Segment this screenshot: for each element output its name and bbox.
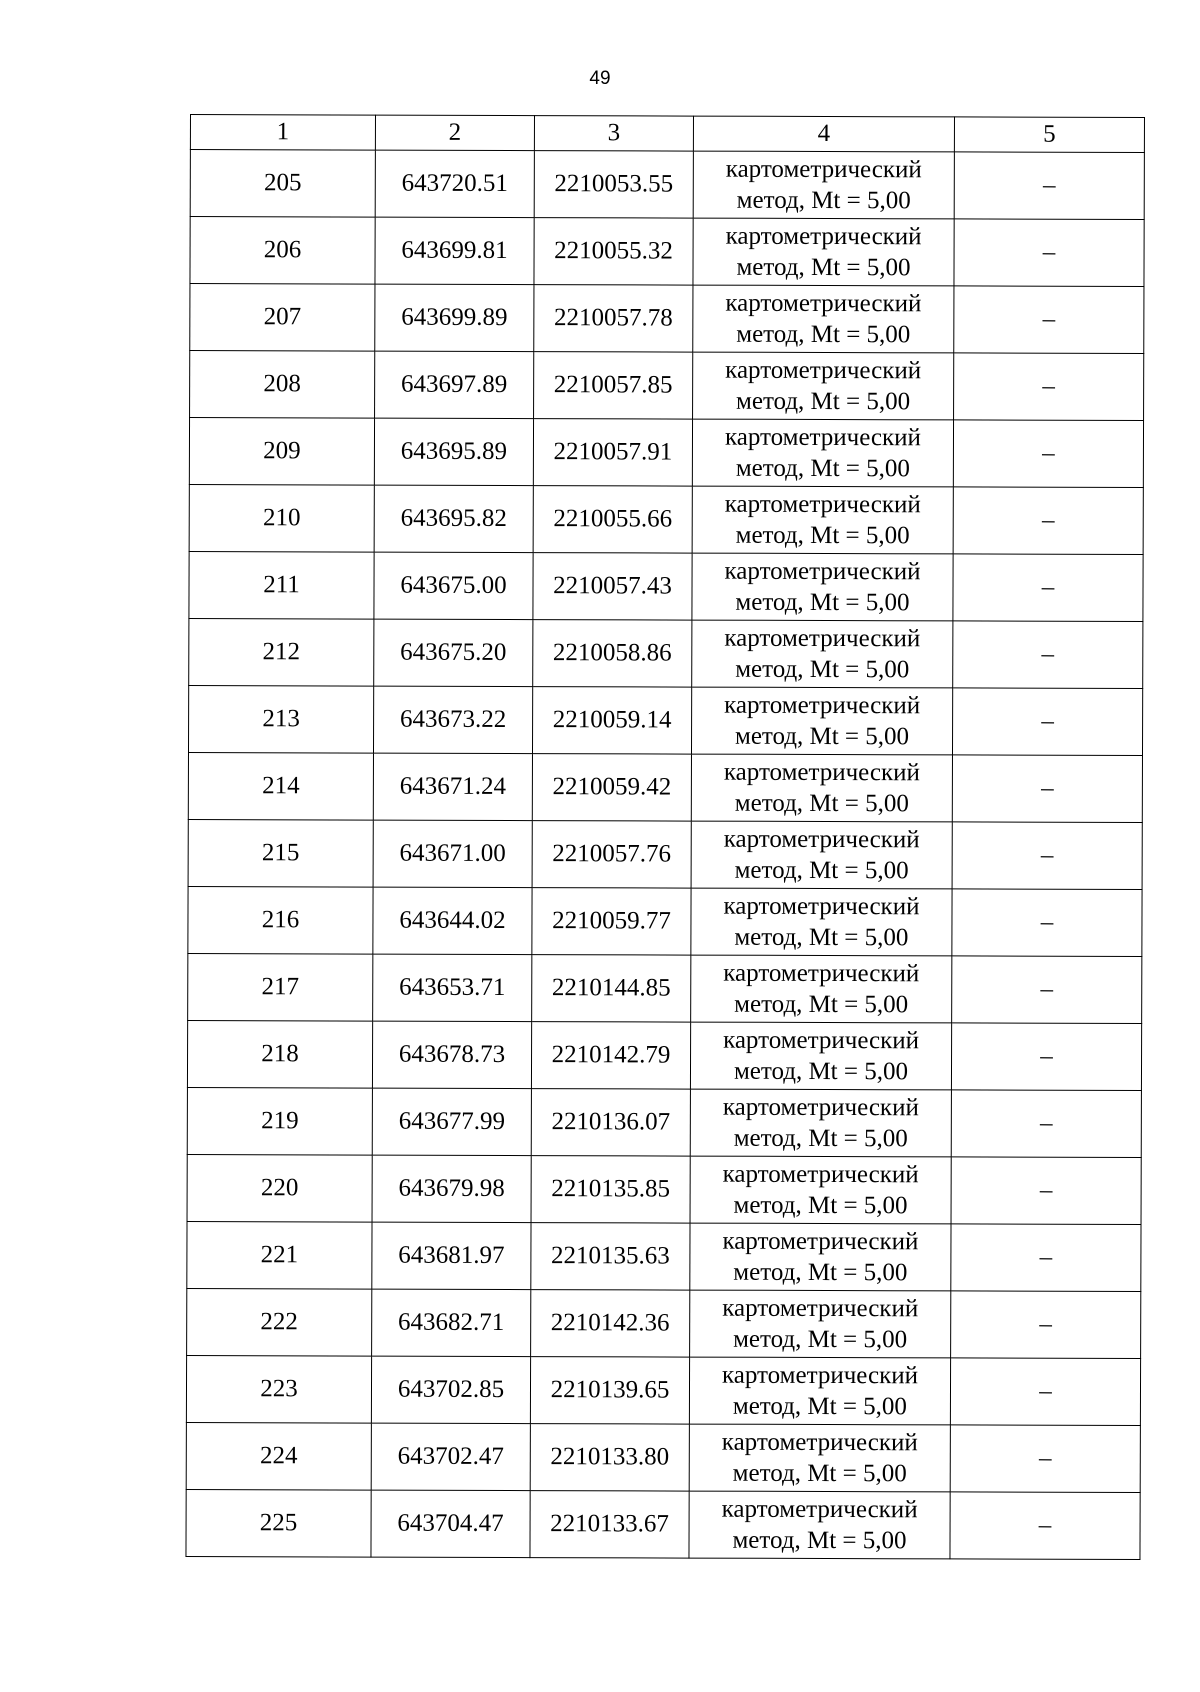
y-coordinate-cell: 2210057.78 — [534, 285, 693, 352]
coordinates-table — [185, 114, 1145, 1560]
point-number-cell: 207 — [190, 284, 375, 352]
method-line-1: картометрический — [725, 289, 922, 318]
y-coordinate-cell: 2210135.85 — [531, 1156, 690, 1223]
x-coordinate-cell: 643702.85 — [371, 1356, 530, 1423]
table-row — [187, 1154, 1141, 1224]
method-line-1: картометрический — [725, 222, 922, 251]
method-cell — [693, 218, 954, 286]
header-cell: 1 — [190, 115, 375, 151]
method-line-1: картометрический — [721, 1361, 919, 1390]
method-line-1: картометрический — [723, 825, 920, 854]
point-number-cell: 206 — [190, 217, 375, 285]
y-coordinate-cell: 2210055.66 — [533, 486, 692, 553]
method-line-1: картометрический — [724, 557, 921, 586]
table-row — [190, 284, 1144, 354]
method-line-2: метод, Mt = 5,00 — [736, 253, 911, 282]
table-row — [190, 351, 1144, 421]
header-cell: 5 — [954, 117, 1144, 153]
method-line-1: картометрический — [723, 959, 920, 988]
note-cell: – — [953, 420, 1143, 488]
method-cell — [690, 1089, 951, 1157]
y-coordinate-cell: 2210059.42 — [532, 754, 691, 821]
table-row — [190, 217, 1144, 287]
note-cell: – — [953, 621, 1143, 689]
header-cell: 2 — [375, 115, 534, 150]
point-number-cell: 222 — [187, 1288, 372, 1356]
method-cell — [689, 1357, 950, 1425]
note-cell: – — [952, 822, 1142, 890]
note-cell: – — [951, 1224, 1141, 1292]
point-number-cell: 208 — [190, 351, 375, 419]
method-line-2: метод, Mt = 5,00 — [734, 856, 909, 885]
method-line-2: метод, Mt = 5,00 — [736, 387, 911, 416]
method-line-1: картометрический — [722, 1093, 919, 1122]
point-number-cell: 223 — [186, 1355, 371, 1423]
method-line-2: метод, Mt = 5,00 — [736, 320, 911, 349]
point-number-cell: 209 — [189, 418, 374, 486]
x-coordinate-cell: 643681.97 — [372, 1222, 531, 1289]
method-cell — [692, 419, 953, 487]
method-line-1: картометрический — [721, 1495, 918, 1524]
method-line-2: метод, Mt = 5,00 — [735, 655, 910, 684]
method-line-1: картометрический — [724, 490, 921, 519]
method-line-2: метод, Mt = 5,00 — [734, 990, 909, 1019]
method-line-2: метод, Mt = 5,00 — [734, 722, 910, 751]
point-number-cell: 225 — [186, 1489, 371, 1557]
method-cell — [690, 1156, 951, 1224]
method-cell — [690, 1290, 951, 1358]
x-coordinate-cell: 643671.00 — [373, 820, 532, 887]
method-line-1: картометрический — [723, 1026, 920, 1055]
y-coordinate-cell: 2210055.32 — [534, 218, 693, 285]
method-line-2: метод, Mt = 5,00 — [735, 454, 910, 483]
table-row — [187, 1288, 1141, 1358]
point-number-cell: 219 — [187, 1087, 372, 1155]
table-row — [190, 150, 1144, 220]
method-line-1: картометрический — [721, 1428, 918, 1457]
x-coordinate-cell: 643644.02 — [373, 887, 532, 954]
point-number-cell: 205 — [190, 150, 375, 218]
point-number-cell: 215 — [188, 819, 373, 887]
note-cell: – — [952, 755, 1142, 823]
table-row — [188, 685, 1142, 755]
coordinates-table-wrapper — [185, 114, 1144, 1560]
y-coordinate-cell: 2210136.07 — [531, 1089, 690, 1156]
method-line-2: метод, Mt = 5,00 — [735, 521, 910, 550]
note-cell: – — [954, 353, 1144, 421]
note-cell: – — [951, 1090, 1141, 1158]
method-line-2: метод, Mt = 5,00 — [734, 923, 909, 952]
method-line-2: метод, Mt = 5,00 — [733, 1057, 909, 1086]
y-coordinate-cell: 2210133.80 — [530, 1424, 689, 1491]
y-coordinate-cell: 2210059.14 — [532, 687, 691, 754]
method-line-1: картометрический — [724, 691, 921, 720]
note-cell: – — [954, 219, 1144, 287]
point-number-cell: 216 — [188, 886, 373, 954]
method-cell — [691, 754, 952, 822]
note-cell: – — [950, 1425, 1140, 1493]
method-line-2: метод, Mt = 5,00 — [732, 1459, 907, 1488]
table-row — [188, 819, 1142, 889]
y-coordinate-cell: 2210142.79 — [531, 1022, 690, 1089]
method-line-2: метод, Mt = 5,00 — [732, 1392, 908, 1421]
y-coordinate-cell: 2210057.85 — [534, 352, 693, 419]
y-coordinate-cell: 2210059.77 — [532, 888, 691, 955]
header-cell: 4 — [693, 116, 954, 152]
method-cell — [689, 1491, 950, 1559]
x-coordinate-cell: 643677.99 — [372, 1088, 531, 1155]
y-coordinate-cell: 2210142.36 — [531, 1290, 690, 1357]
point-number-cell: 212 — [189, 618, 374, 686]
x-coordinate-cell: 643697.89 — [375, 351, 534, 418]
note-cell: – — [952, 889, 1142, 957]
method-line-2: метод, Mt = 5,00 — [733, 1191, 908, 1220]
table-row — [187, 1020, 1141, 1090]
point-number-cell: 213 — [188, 685, 373, 753]
method-cell — [691, 821, 952, 889]
method-line-1: картометрический — [723, 758, 920, 787]
point-number-cell: 211 — [189, 551, 374, 619]
x-coordinate-cell: 643678.73 — [372, 1021, 531, 1088]
x-coordinate-cell: 643704.47 — [371, 1490, 530, 1557]
x-coordinate-cell: 643699.81 — [375, 217, 534, 284]
method-line-1: картометрический — [722, 1294, 919, 1323]
note-cell: – — [953, 487, 1143, 555]
x-coordinate-cell: 643720.51 — [375, 150, 534, 217]
table-row — [187, 1221, 1141, 1291]
method-line-2: метод, Mt = 5,00 — [734, 789, 909, 818]
y-coordinate-cell: 2210058.86 — [533, 620, 692, 687]
table-row — [189, 484, 1143, 554]
method-line-1: картометрический — [725, 155, 922, 184]
x-coordinate-cell: 643653.71 — [373, 954, 532, 1021]
table-row — [186, 1355, 1140, 1425]
x-coordinate-cell: 643702.47 — [371, 1423, 530, 1490]
table-header-row — [190, 115, 1144, 153]
table-row — [188, 953, 1142, 1023]
point-number-cell: 214 — [188, 752, 373, 820]
method-cell — [690, 1022, 951, 1090]
note-cell: – — [954, 152, 1144, 220]
x-coordinate-cell: 643682.71 — [372, 1289, 531, 1356]
method-cell — [690, 1223, 951, 1291]
x-coordinate-cell: 643695.82 — [374, 485, 533, 552]
table-row — [189, 418, 1143, 488]
x-coordinate-cell: 643679.98 — [372, 1155, 531, 1222]
y-coordinate-cell: 2210057.91 — [533, 419, 692, 486]
method-line-1: картометрический — [724, 423, 922, 452]
point-number-cell: 224 — [186, 1422, 371, 1490]
method-line-1: картометрический — [722, 1160, 919, 1189]
note-cell: – — [950, 1492, 1140, 1560]
note-cell: – — [953, 554, 1143, 622]
point-number-cell: 217 — [188, 953, 373, 1021]
point-number-cell: 218 — [187, 1020, 372, 1088]
header-cell: 3 — [534, 116, 693, 151]
method-line-2: метод, Mt = 5,00 — [733, 1325, 908, 1354]
note-cell: – — [951, 1023, 1141, 1091]
note-cell: – — [954, 286, 1144, 354]
method-line-1: картометрический — [723, 892, 920, 921]
note-cell: – — [950, 1358, 1140, 1426]
table-row — [189, 551, 1143, 621]
method-line-2: метод, Mt = 5,00 — [735, 588, 910, 617]
method-line-1: картометрический — [722, 1227, 919, 1256]
method-line-2: метод, Mt = 5,00 — [733, 1258, 908, 1287]
x-coordinate-cell: 643695.89 — [374, 418, 533, 485]
method-cell — [691, 955, 952, 1023]
note-cell: – — [952, 688, 1142, 756]
note-cell: – — [951, 1157, 1141, 1225]
y-coordinate-cell: 2210135.63 — [531, 1223, 690, 1290]
x-coordinate-cell: 643699.89 — [375, 284, 534, 351]
table-row — [188, 752, 1142, 822]
method-cell — [689, 1424, 950, 1492]
y-coordinate-cell: 2210057.76 — [532, 821, 691, 888]
method-line-1: картометрический — [725, 356, 922, 385]
method-cell — [691, 888, 952, 956]
x-coordinate-cell: 643675.20 — [374, 619, 533, 686]
point-number-cell: 220 — [187, 1154, 372, 1222]
method-line-2: метод, Mt = 5,00 — [736, 186, 911, 215]
table-row — [186, 1489, 1140, 1559]
method-cell — [692, 553, 953, 621]
y-coordinate-cell: 2210144.85 — [532, 955, 691, 1022]
point-number-cell: 210 — [189, 484, 374, 552]
table-row — [189, 618, 1143, 688]
table-row — [187, 1087, 1141, 1157]
method-line-1: картометрический — [724, 624, 921, 653]
y-coordinate-cell: 2210053.55 — [534, 151, 693, 218]
note-cell: – — [951, 1291, 1141, 1359]
method-line-2: метод, Mt = 5,00 — [733, 1124, 908, 1153]
x-coordinate-cell: 643673.22 — [373, 686, 532, 753]
y-coordinate-cell: 2210057.43 — [533, 553, 692, 620]
method-cell — [691, 687, 952, 755]
table-body — [186, 115, 1145, 1560]
table-row — [188, 886, 1142, 956]
x-coordinate-cell: 643675.00 — [374, 552, 533, 619]
point-number-cell: 221 — [187, 1221, 372, 1289]
method-cell — [693, 151, 954, 219]
note-cell: – — [952, 956, 1142, 1024]
method-cell — [693, 352, 954, 420]
page-number: 49 — [589, 68, 611, 89]
method-cell — [692, 620, 953, 688]
y-coordinate-cell: 2210139.65 — [530, 1357, 689, 1424]
x-coordinate-cell: 643671.24 — [373, 753, 532, 820]
method-cell — [693, 285, 954, 353]
table-row — [186, 1422, 1140, 1492]
method-line-2: метод, Mt = 5,00 — [732, 1526, 907, 1555]
method-cell — [692, 486, 953, 554]
y-coordinate-cell: 2210133.67 — [530, 1491, 689, 1558]
